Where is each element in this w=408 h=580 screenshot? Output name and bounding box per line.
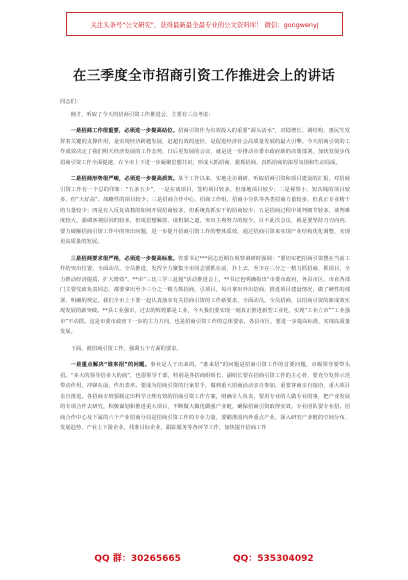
paragraph-2	[60, 174, 350, 248]
document-title: 在三季度全市招商引资工作推进会上的讲话	[72, 68, 336, 84]
paragraph-1	[60, 126, 350, 168]
qq-contact: QQ：535304092	[232, 554, 314, 564]
document-body	[60, 97, 350, 434]
paragraph-text: 省委书记***同志近期在视察调研时强调：“要切实把招商引资摆在当前工作的突出位置，全面动员，全员推进，发挥全力聚集全市同志要抓在前，扑上去，至少在三分之一精力抓招商、抓项目，全力推动经济提质，扩大增效”，**市“三比三学三赶超”活动推进会上，**书记也明确指出“市委市政府，各县市区，市直各部门主要党政负责同志，都要拿出至少三分之一精力抓招商，引项目，每月拿出外出招商，推进项目建设情况，做了硬性的部署、明确的规定。我们全市上下要一起认真落实有关招商引资的工作新要求，全面动员，全员招商，以招商引资的新成效实现发展的新突破。**县工业强市，过去的辉煌都是工业，今天我们要实现一刻真正推进新型工业化，实现“工业立市”“工业强市”不动摇。这是市委市政府下一步的主力方向，也是招商引资工作的总体要求，各县市区，要进一步提高标准，实现高质量发展。	[60, 255, 350, 335]
paragraph-3	[60, 254, 350, 338]
paragraph-text: 招商引资作为有效投入的重要“源头活水”，对稳增长、调结构、惠民生发挥着关键的支撑作用，是实现经济跨越发展，赶超有效的途径，是促进经济社会高质量发展的最大引擎。今天招商引资的工作成效决定了我们明天经济发展的工作态势，日后更发展的会议，就是进一步推动市委市政府新的决策部署，加快发展步伐招商引资工作全面提速，在全市上下进一步凝聚思想共识，形成大抓招商、狠抓招商、真抓招商的浓厚氛围和生动局面。	[60, 128, 350, 166]
section-1-paragraph	[60, 360, 350, 434]
intro-paragraph: 刚才，听取了今天的招商引资工作推进会，主要有三点考虑：	[70, 111, 214, 118]
promo-banner: 关注头条号"公文研究"，获得最新最全最专业的公文资料库！ 微信：gongwenyj	[66, 12, 343, 36]
paragraph-heading: 三是招商要求很严格，必须进一步提高标准。	[70, 255, 179, 262]
qq-group: QQ 群：30265665	[94, 554, 181, 564]
section-heading: 一是重点解决“谁来招”的问题。	[70, 362, 151, 368]
paragraph-heading: 一是招商工作很重要，必须进一步提高站位。	[70, 128, 178, 134]
greeting: 同志们：	[60, 99, 82, 105]
footer-contacts	[0, 551, 408, 564]
paragraph-text: 某个工作以来，实地走访调研，听取招商引资和项目建设的汇报，对招商引资工作有一个总的印象：“五多五少”，一是在谈项目，签约项目较多，但落地项目较少；二是视察小、短次线的项目较多，但“大好高”、战略性的项目较少；三是招商合作中心、招商工作组，招商小分队等各类招商力量较多，但真正专业精干的力量较少；四是有人反复请教的如何开展招商较多，但系统真抓实干的招商较少；五是招商过程中谈判细节较多，谈判难度较大，强调客观原因的较多，但谈思想解放、谈机制之道，突出主观努力的较少。目不此次会议，就是要坚持刀刃向内，要力破解招商引资工作中的突出问题，进一步提升招商引资工作的整体质效，通过招商引资来实现产业结构优化调整，实现更高质量的发展。	[60, 176, 350, 245]
transition-paragraph: 下面，就招商引资工作，强调五个方面的要求。	[70, 345, 182, 352]
section-text: 事业是人干出来的。“谁来招”的问题是招商引资工作的首要问题，市级领导要带头招。“多大的领导招多大的商”，也很领导干部，特别是各招商组组长、副组长要在招商引资工作的主心骨，要充分发挥示范带动作用，冲锋在前，作出表率。要成为招商引资的行家里手，做到重大招商活动亲自参加，重要客商亲自接洽，重大项目亲自推进。各招商专班要制定出科学合理有效的招商引资工作方案，明确专人负责，要用专业的人做专业的事，把产业发展的专项合作去研究，积极谋划和推进重大项目，不断做大做优做强产业链，确保招商引资取得实效。专业团队要专业招。招商合作中心及下属的六个产业招商分局是招商引资工作的专业力量，要瞄准国内外重点产业，深入研究产业链的空间分布、发展趋势、产业上下游企业，找准目标企业，跟踪服务等各环节工作，加快提升招商工作	[60, 362, 350, 431]
paragraph-heading: 二是招商形势很严峻，必须进一步提高质效。	[70, 176, 179, 182]
